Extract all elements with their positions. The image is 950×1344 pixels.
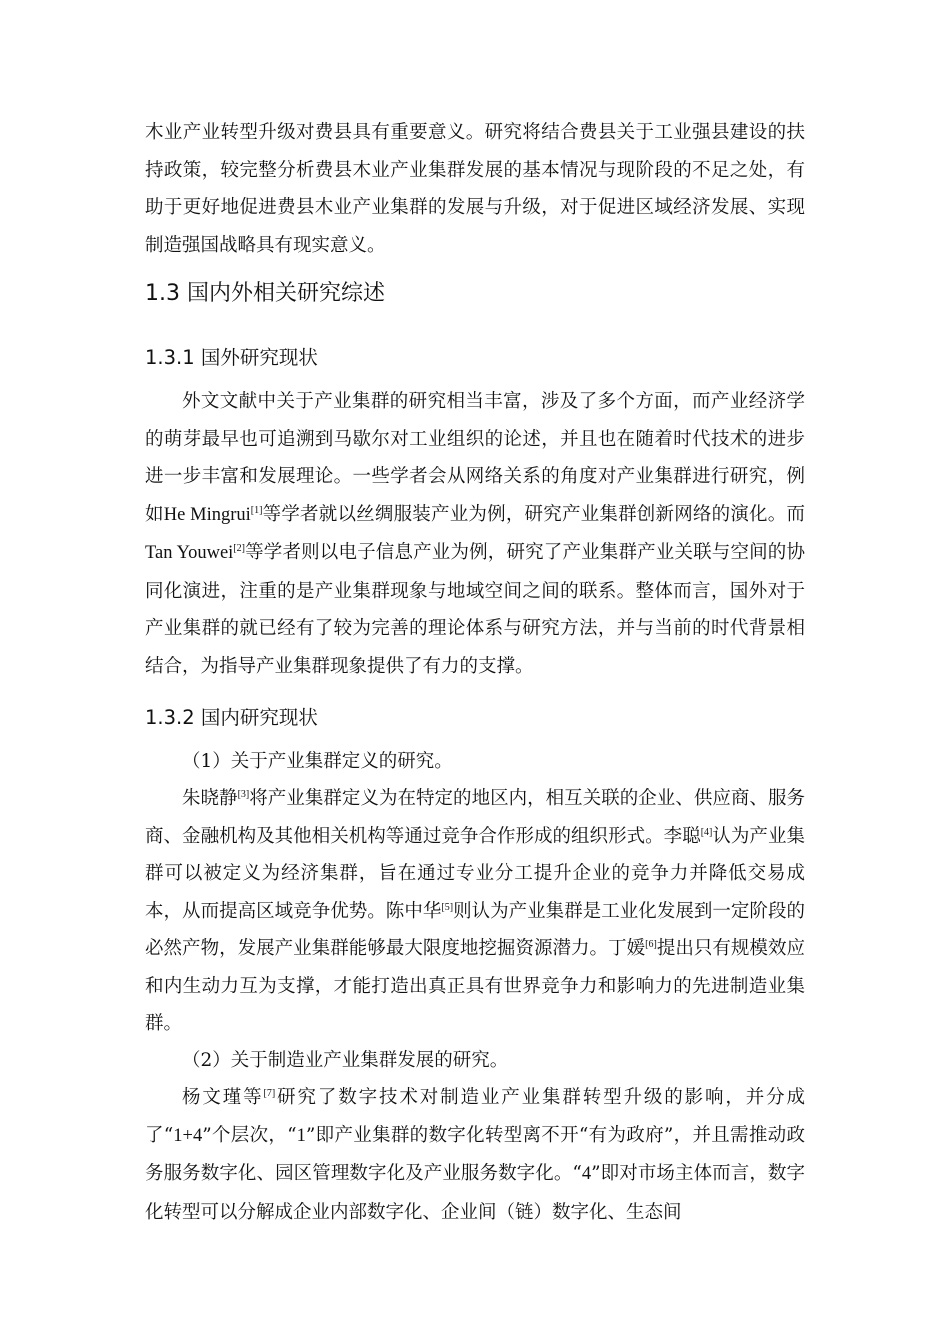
paragraph-intro: 木业产业转型升级对费县具有重要意义。研究将结合费县关于工业强县建设的扶持政策，较完整分析费县木业产业集群发展的基本情况与现阶段的不足之处，有助于更好地促进费县木业产业集群的发展与升级，对于促进区域经济发展、实现制造强国战略具有现实意义。: [145, 122, 805, 256]
paragraph-foreign-research: 外文文献中关于产业集群的研究相当丰富，涉及了多个方面，而产业经济学的萌芽最早也可追溯到马歇尔对工业组织的论述，并且也在随着时代技术的进步进一步丰富和发展理论。一些学者会从网络关系的角度对产业集群进行研究，例如He Mingrui[1]等学者就以丝绸服装产业为例，研究产业集群创新网络的演化。而Tan Youwei[2]等学者则以电子信息产业为例，研究了产业集群产业关联与空间的协同化演进，注重的是产业集群现象与地域空间之间的联系。整体而言，国外对于产业集群的就已经有了较为完善的理论体系与研究方法，并与当前的时代背景相结合，为指导产业集群现象提供了有力的支撑。: [145, 391, 805, 677]
list-item-definition: （1）关于产业集群定义的研究。: [182, 751, 453, 772]
author-name: He Mingrui: [163, 504, 251, 525]
citation-ref: [3]: [237, 788, 250, 800]
citation-ref: [2]: [233, 542, 245, 554]
citation-ref: [6]: [645, 938, 657, 950]
subsection-heading-1-3-2: 1.3.2 国内研究现状: [145, 706, 318, 729]
citation-ref: [1]: [250, 504, 263, 516]
section-heading-1-3: 1.3 国内外相关研究综述: [145, 281, 385, 306]
paragraph-manufacturing-research: 杨文瑾等[7]研究了数字技术对制造业产业集群转型升级的影响，并分成了“1+4”个层次，“1”即产业集群的数字化转型离不开“有为政府”，并且需推动政务服务数字化、园区管理数字化及产业服务数字化。“4”即对市场主体而言，数字化转型可以分解成企业内部数字化、企业间（链）数字化、生态间: [145, 1087, 805, 1223]
list-item-manufacturing: （2）关于制造业产业集群发展的研究。: [182, 1050, 509, 1071]
citation-ref: [5]: [441, 901, 454, 913]
citation-ref: [7]: [263, 1087, 276, 1099]
citation-ref: [4]: [700, 826, 713, 838]
author-name: Tan Youwei: [145, 543, 234, 563]
paragraph-definition-research: 朱晓静[3]将产业集群定义为在特定的地区内，相互关联的企业、供应商、服务商、金融机构及其他相关机构等通过竞争合作形成的组织形式。李聪[4]认为产业集群可以被定义为经济集群，旨在通过专业分工提升企业的竞争力并降低交易成本，从而提高区域竞争优势。陈中华[5]则认为产业集群是工业化发展到一定阶段的必然产物，发展产业集群能够最大限度地挖掘资源潜力。丁媛[6]提出只有规模效应和内生动力互为支撑，才能打造出真正具有世界竞争力和影响力的先进制造业集群。: [145, 788, 805, 1034]
subsection-heading-1-3-1: 1.3.1 国外研究现状: [145, 346, 318, 369]
